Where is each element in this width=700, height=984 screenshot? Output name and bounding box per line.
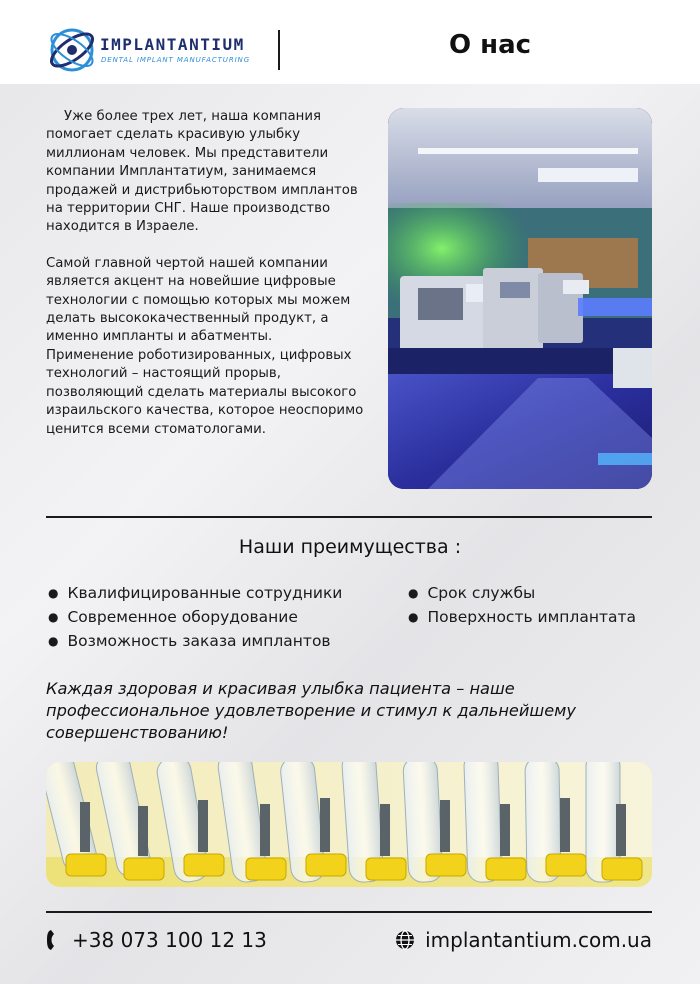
website-link[interactable]: implantantium.com.ua	[425, 928, 652, 952]
advantages-list-left	[48, 582, 342, 654]
advantage-item: ● Возможность заказа имплантов	[48, 630, 342, 654]
advantage-item: ● Срок службы	[408, 582, 636, 606]
brand-name: IMPLANTANTIUM	[100, 35, 245, 54]
globe-icon	[395, 930, 415, 950]
advantages-list-right	[408, 582, 636, 630]
advantages-title: Наши преимущества :	[238, 536, 462, 558]
factory-photo	[388, 108, 652, 489]
logo-icon	[46, 24, 98, 76]
phone-icon	[46, 929, 62, 951]
header	[0, 0, 700, 84]
about-paragraph-2: Самой главной чертой нашей компании является акцент на новейшие цифровые технологии с помощью которых мы можем делать высококачественный продукт, а именно импланты и абатменты. Применение роботизированных, цифровых технологий – настоящий прорыв, позволяющий сделать материалы высокого израильского качества, которое неоспоримо ценится всеми стоматологами.	[46, 255, 364, 437]
about-paragraph-1: Уже более трех лет, наша компания помогает сделать красивую улыбку миллионам человек. Мы представители компании Имплантатиум, занимаемся продажей и дистрибьюторством имплантов на территории СНГ. Наше производство находится в Израеле.	[46, 109, 358, 235]
header-divider	[278, 30, 280, 70]
page-title: О нас	[448, 30, 532, 60]
footer-website[interactable]	[395, 928, 652, 952]
section-divider-top	[46, 516, 652, 518]
section-divider-bottom	[46, 911, 652, 913]
advantage-item: ● Квалифицированные сотрудники	[48, 582, 342, 606]
advantage-item: ● Современное оборудование	[48, 606, 342, 630]
advantage-item: ● Поверхность имплантата	[408, 606, 636, 630]
implants-photo	[46, 762, 652, 887]
phone-number[interactable]: +38 073 100 12 13	[72, 928, 267, 952]
closing-statement: Каждая здоровая и красивая улыбка пациента – наше профессиональное удовлетворение и стимул к дальнейшему совершенствованию!	[46, 679, 576, 742]
about-text	[46, 108, 364, 457]
brand-tagline: DENTAL IMPLANT MANUFACTURING	[101, 56, 251, 64]
footer-phone[interactable]	[46, 928, 267, 952]
